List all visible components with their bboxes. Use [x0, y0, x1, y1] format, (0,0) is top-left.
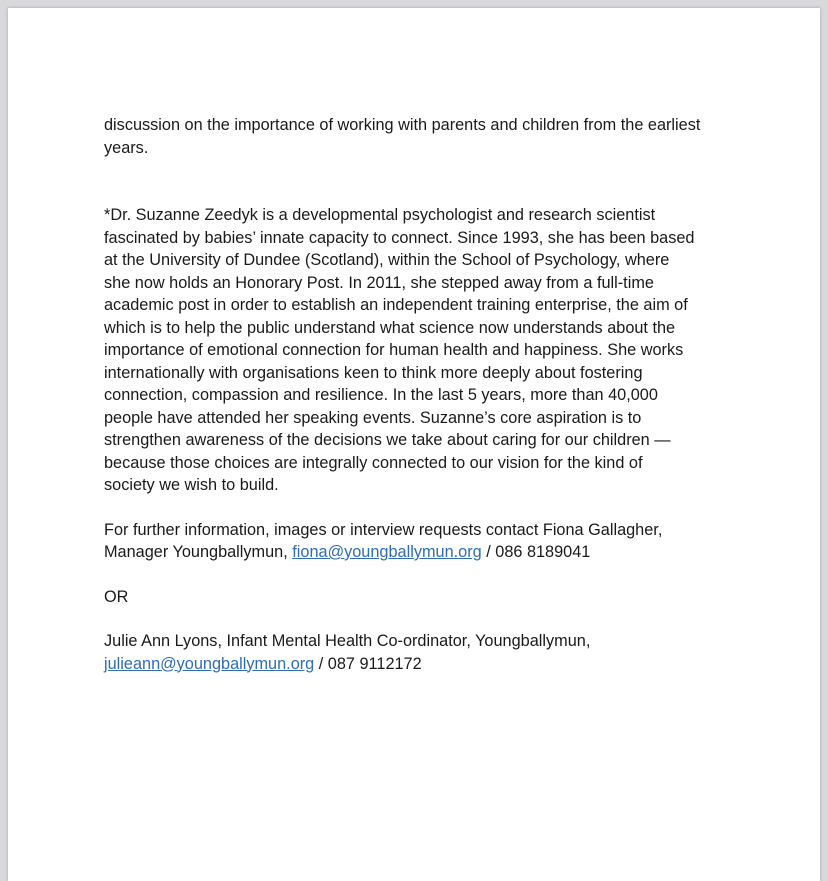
bio-line: at the University of Dundee (Scotland), within the School of Psychology, where — [104, 251, 670, 269]
bio-line: internationally with organisations keen to think more deeply about fostering — [104, 363, 643, 382]
or-text: OR — [104, 587, 129, 606]
bio-line: society we wish to build. — [104, 476, 279, 494]
bio-line: strengthen awareness of the decisions we take about caring for our children — — [104, 431, 671, 449]
bio-line: academic post in order to establish an independent training enterprise, the aim of — [104, 296, 688, 314]
fiona-email-link[interactable]: fiona@youngballymun.org — [292, 543, 482, 561]
document-body — [104, 114, 744, 675]
contact-phone: / 086 8189041 — [481, 543, 591, 561]
bio-line: fascinated by babies’ innate capacity to connect. Since 1993, she has been based — [104, 228, 695, 247]
contact-phone: / 087 9112172 — [314, 654, 422, 673]
bio-line: importance of emotional connection for human health and happiness. She works — [104, 341, 684, 359]
contact-prefix: Manager Youngballymun, — [104, 543, 293, 561]
julieann-email-link[interactable]: julieann@youngballymun.org — [104, 654, 315, 673]
spacer — [104, 159, 744, 204]
spacer — [104, 497, 744, 519]
contact-line: For further information, images or interview requests contact Fiona Gallagher, — [104, 520, 663, 539]
contact-line: Julie Ann Lyons, Infant Mental Health Co-ordinator, Youngballymun, — [104, 632, 591, 650]
bio-line: because those choices are integrally connected to our vision for the kind of — [104, 453, 643, 472]
bio-line: connection, compassion and resilience. In the last 5 years, more than 40,000 — [104, 386, 658, 404]
bio-line: which is to help the public understand what science now understands about the — [104, 318, 676, 337]
document-page — [8, 8, 820, 881]
bio-line: she now holds an Honorary Post. In 2011, she stepped away from a full-time — [104, 273, 654, 292]
intro-paragraph: discussion on the importance of working with parents and children from the earliest years. — [104, 116, 701, 157]
contact-paragraph-fiona — [104, 519, 744, 564]
contact-paragraph-julieann — [104, 630, 744, 675]
bio-paragraph — [104, 204, 744, 497]
bio-line: people have attended her speaking events. Suzanne’s core aspiration is to — [104, 408, 642, 427]
spacer — [104, 608, 744, 630]
spacer — [104, 564, 744, 586]
bio-line: *Dr. Suzanne Zeedyk is a developmental psychologist and research scientist — [104, 206, 656, 224]
